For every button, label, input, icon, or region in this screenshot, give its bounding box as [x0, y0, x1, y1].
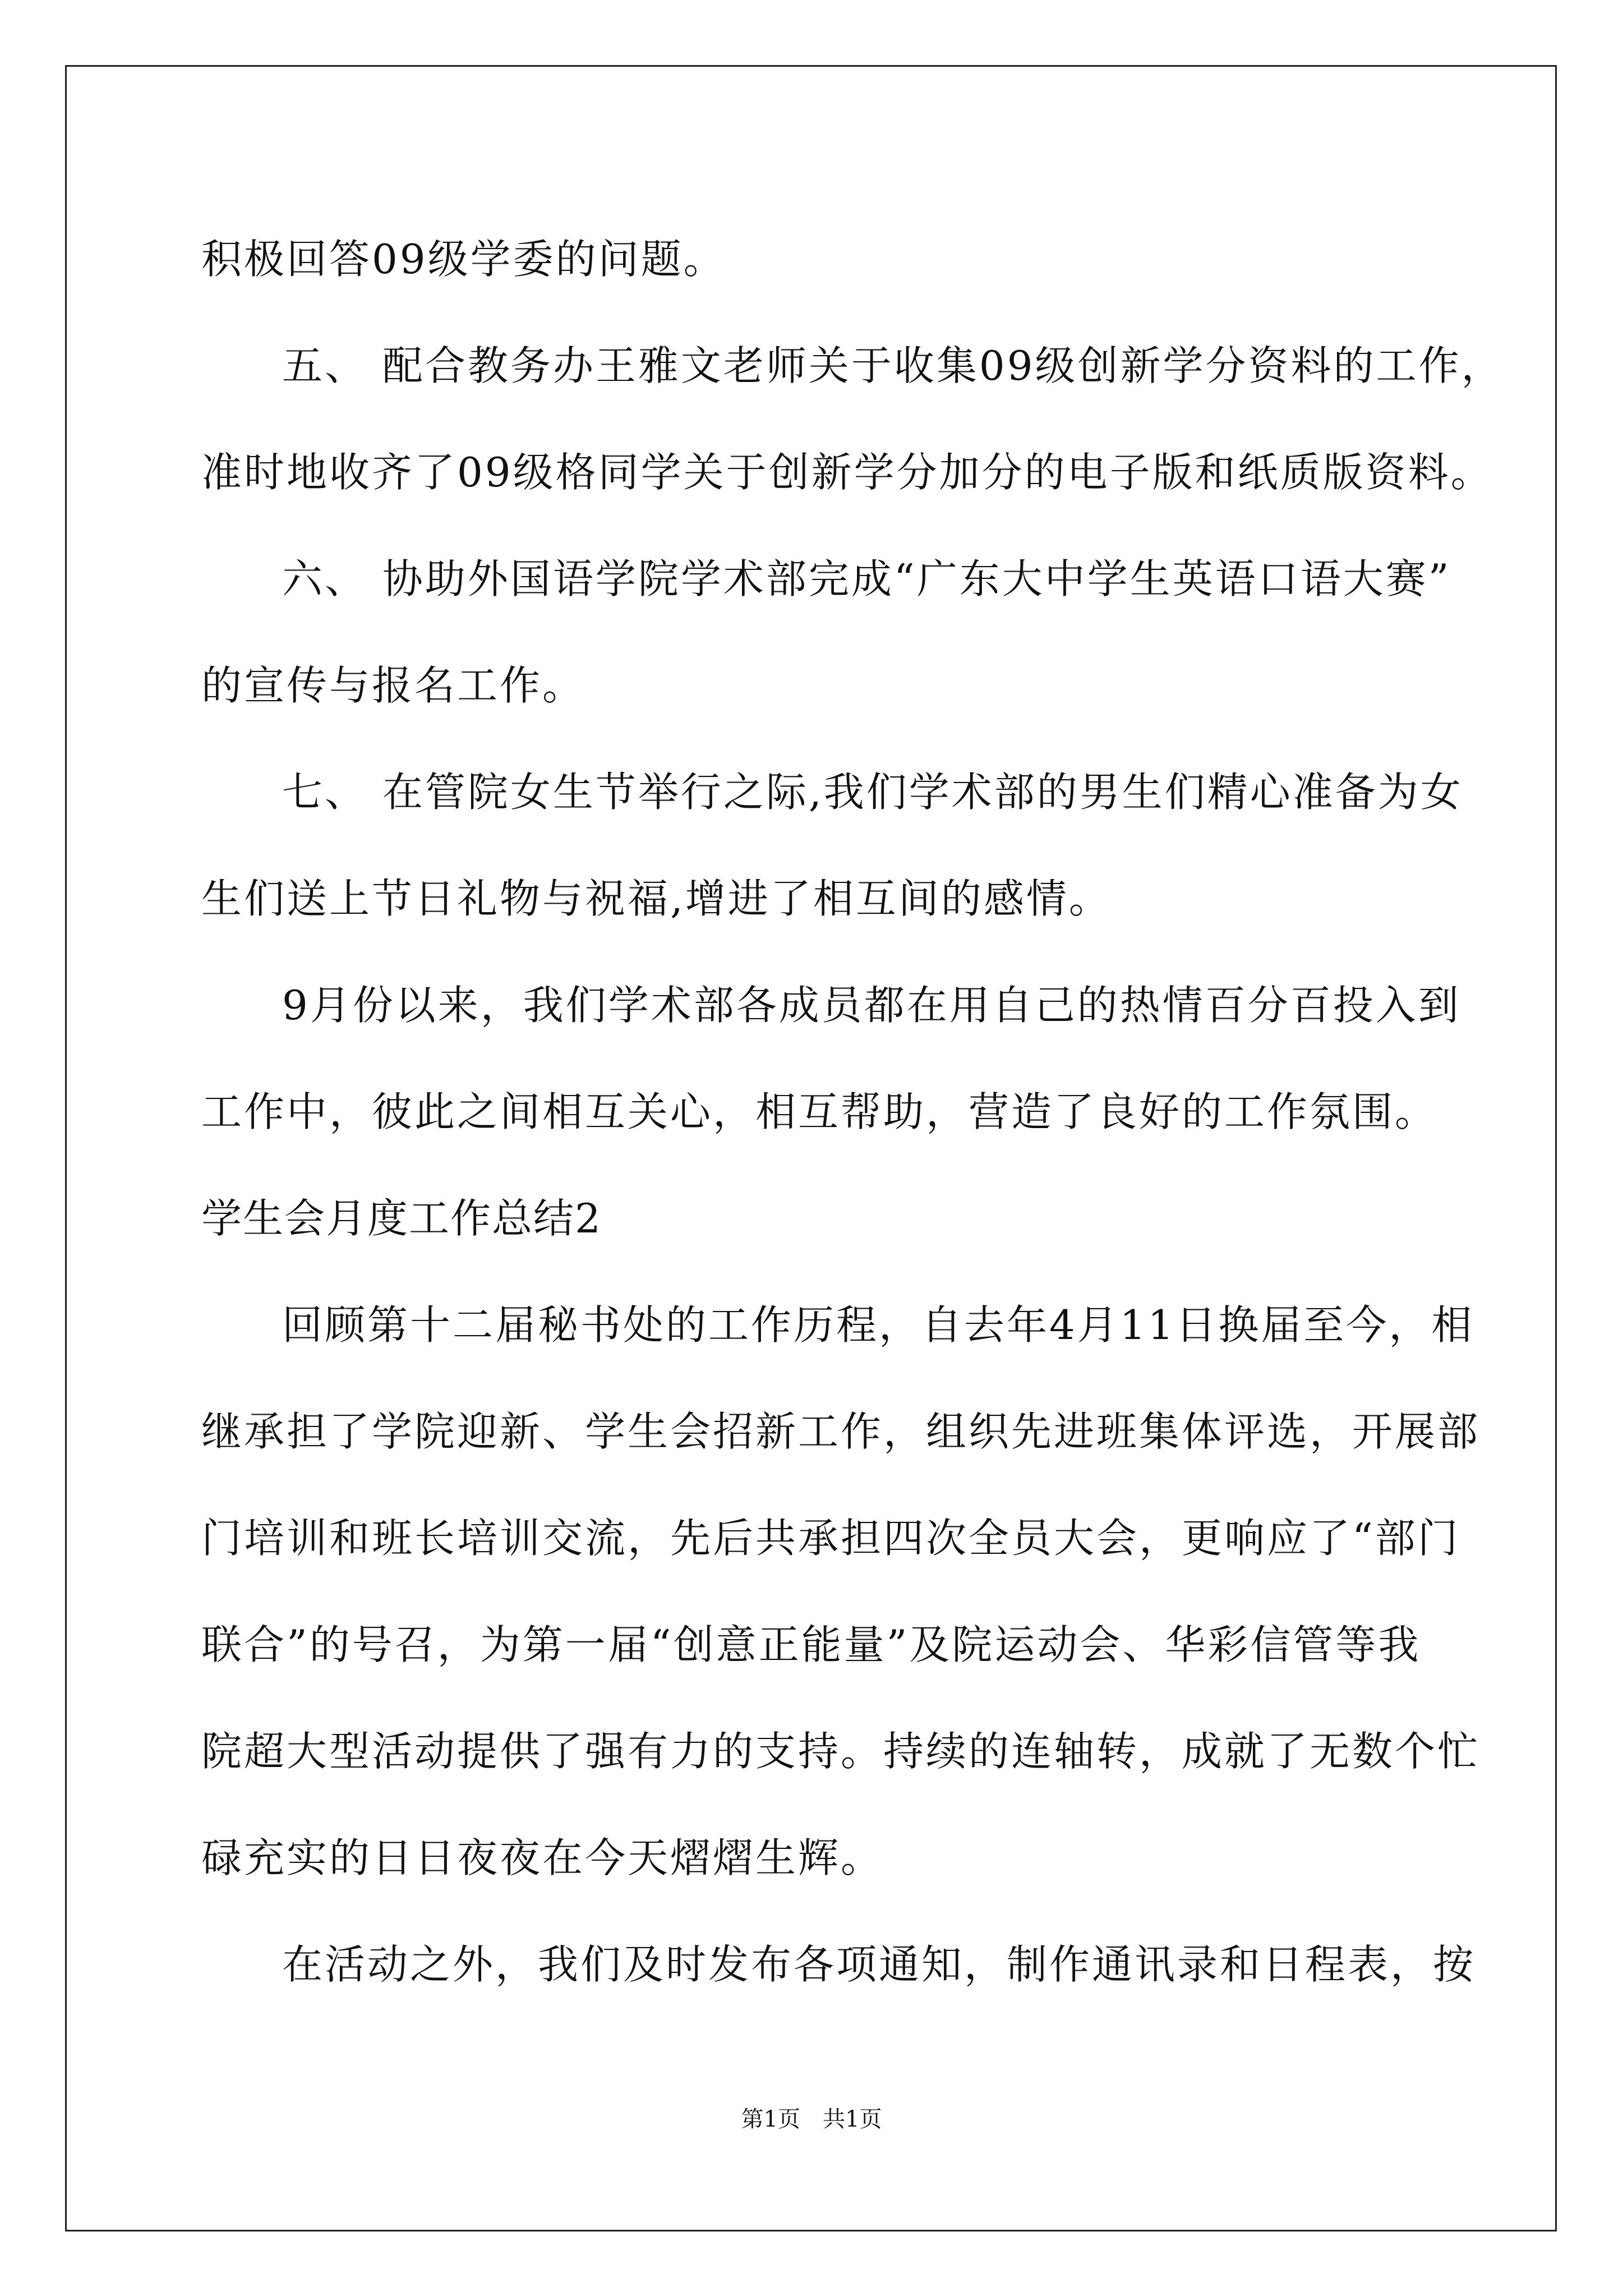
text-line: 七、 在管院女生节举行之际,我们学术部的男生们精心准备为女: [282, 769, 1463, 816]
section-heading: 学生会月度工作总结2: [201, 1195, 602, 1242]
text-line: 院超大型活动提供了强有力的支持。持续的连轴转，成就了无数个忙: [201, 1728, 1481, 1775]
text-line: 碌充实的日日夜夜在今天熠熠生辉。: [201, 1834, 884, 1881]
text-line: 五、 配合教务办王雅文老师关于收集09级创新学分资料的工作，: [282, 342, 1504, 389]
text-line: 积极回答09级学委的问题。: [201, 236, 726, 283]
text-line: 联合”的号召，为第一届“创意正能量”及院运动会、华彩信管等我: [201, 1621, 1421, 1668]
text-line: 工作中，彼此之间相互关心，相互帮助，营造了良好的工作氛围。: [201, 1088, 1438, 1135]
document-body: [201, 206, 1504, 2018]
text-line: 在活动之外，我们及时发布各项通知，制作通讯录和日程表，按: [282, 1941, 1476, 1988]
page-number-footer: 第1页 共1页: [741, 2106, 882, 2132]
text-line: 门培训和班长培训交流，先后共承担四次全员大会，更响应了“部门: [201, 1515, 1460, 1562]
text-line: 六、 协助外国语学院学术部完成“广东大中学生英语口语大赛”: [282, 555, 1451, 602]
text-line: 准时地收齐了09级格同学关于创新学分加分的电子版和纸质版资料。: [201, 449, 1493, 496]
text-line: 回顾第十二届秘书处的工作历程，自去年4月11日换届至今，相: [282, 1301, 1474, 1349]
text-line: 生们送上节日礼物与祝福,增进了相互间的感情。: [201, 875, 1112, 922]
text-line: 继承担了学院迎新、学生会招新工作，组织先进班集体评选，开展部: [201, 1408, 1481, 1455]
text-line: 9月份以来，我们学术部各成员都在用自己的热情百分百投入到: [282, 982, 1461, 1029]
text-line: 的宣传与报名工作。: [201, 662, 585, 709]
